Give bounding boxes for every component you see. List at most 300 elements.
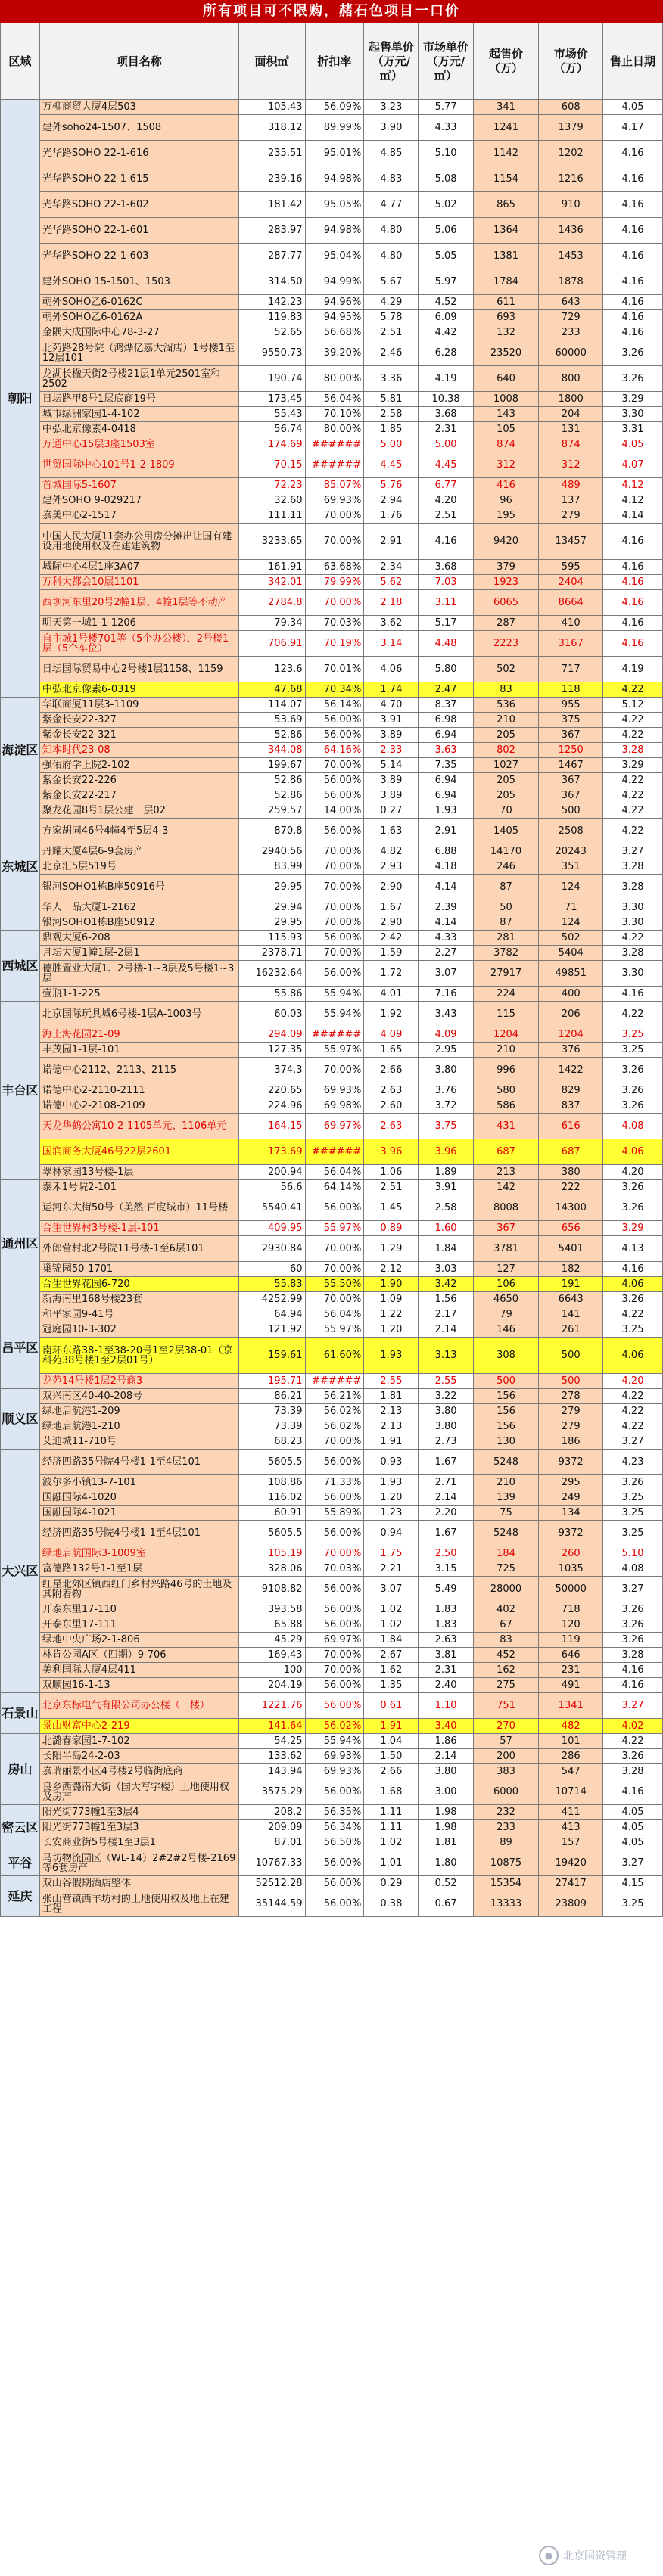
start-price-cell: 287	[473, 616, 539, 631]
table-row	[1, 1221, 663, 1236]
discount-cell: 94.96%	[305, 295, 364, 310]
project-name-cell: 北潞春家园1-7-102	[39, 1734, 238, 1749]
watermark-text: 北京国资管理	[563, 2550, 627, 2562]
project-name-cell: 天龙华鹤公寓10-2-1105单元、1106单元	[39, 1114, 238, 1139]
market-unit-price-cell: 6.94	[419, 728, 473, 743]
district-label: 平谷	[1, 1850, 40, 1876]
market-unit-price-cell: 1.67	[419, 1521, 473, 1546]
market-price-cell: 1250	[539, 743, 603, 758]
area-cell: 55.86	[238, 987, 305, 1002]
market-price-cell: 1341	[539, 1693, 603, 1719]
table-row	[1, 1876, 663, 1891]
market-unit-price-cell: 6.09	[419, 310, 473, 325]
discount-cell: 56.09%	[305, 100, 364, 115]
project-name-cell: 紫金长安22-217	[39, 788, 238, 803]
market-price-cell: 717	[539, 657, 603, 682]
market-unit-price-cell: 5.05	[419, 244, 473, 269]
area-cell: 143.94	[238, 1764, 305, 1779]
market-unit-price-cell: 7.35	[419, 758, 473, 773]
market-unit-price-cell: 3.22	[419, 1389, 473, 1404]
deadline-cell: 4.22	[603, 1734, 663, 1749]
unit-price-cell: 1.63	[364, 819, 419, 844]
discount-cell: 56.21%	[305, 1389, 364, 1404]
table-row	[1, 1561, 663, 1577]
table-row	[1, 218, 663, 244]
deadline-cell: 4.16	[603, 166, 663, 192]
market-price-cell: 1035	[539, 1561, 603, 1577]
market-unit-price-cell: 3.13	[419, 1338, 473, 1374]
unit-price-cell: 4.82	[364, 844, 419, 859]
table-row	[1, 1419, 663, 1434]
area-cell: 259.57	[238, 803, 305, 819]
discount-cell: 70.00%	[305, 1292, 364, 1307]
table-row	[1, 875, 663, 900]
market-price-cell: 23809	[539, 1891, 603, 1917]
discount-cell: 69.98%	[305, 1098, 364, 1114]
market-unit-price-cell: 2.17	[419, 1307, 473, 1322]
start-price-cell: 611	[473, 295, 539, 310]
discount-cell: 95.05%	[305, 192, 364, 218]
table-row	[1, 1292, 663, 1307]
deadline-cell: 3.26	[603, 1083, 663, 1098]
start-price-cell: 693	[473, 310, 539, 325]
start-price-cell: 1241	[473, 115, 539, 141]
market-price-cell: 955	[539, 698, 603, 713]
start-price-cell: 205	[473, 773, 539, 788]
discount-cell: 70.00%	[305, 1058, 364, 1083]
header-market-price: 市场价（万）	[539, 23, 603, 100]
table-row	[1, 915, 663, 931]
discount-cell: 56.00%	[305, 961, 364, 987]
discount-cell: 70.34%	[305, 682, 364, 698]
start-price-cell: 5248	[473, 1450, 539, 1475]
district-label: 延庆	[1, 1876, 40, 1917]
area-cell: 344.08	[238, 743, 305, 758]
market-unit-price-cell: 2.47	[419, 682, 473, 698]
table-row	[1, 1663, 663, 1678]
market-price-cell: 9372	[539, 1521, 603, 1546]
discount-cell: 55.94%	[305, 1002, 364, 1027]
table-row	[1, 698, 663, 713]
project-name-cell: 林肯公园A区（四期）9-706	[39, 1648, 238, 1663]
market-price-cell: 204	[539, 407, 603, 422]
unit-price-cell: 4.29	[364, 295, 419, 310]
unit-price-cell: 4.01	[364, 987, 419, 1002]
unit-price-cell: 2.90	[364, 915, 419, 931]
market-price-cell: 124	[539, 875, 603, 900]
deadline-cell: 3.26	[603, 1058, 663, 1083]
discount-cell: 95.01%	[305, 141, 364, 166]
unit-price-cell: 0.29	[364, 1876, 419, 1891]
unit-price-cell: 0.93	[364, 1450, 419, 1475]
discount-cell: 56.14%	[305, 698, 364, 713]
project-name-cell: 马坊物流园区（WL-14）2#2#2号楼-2169等6套房产	[39, 1850, 238, 1876]
start-price-cell: 874	[473, 437, 539, 452]
area-cell: 5605.5	[238, 1450, 305, 1475]
market-price-cell: 1216	[539, 166, 603, 192]
market-unit-price-cell: 3.96	[419, 1139, 473, 1165]
area-cell: 86.21	[238, 1389, 305, 1404]
market-price-cell: 1202	[539, 141, 603, 166]
area-cell: 161.91	[238, 560, 305, 575]
table-row	[1, 575, 663, 590]
table-row	[1, 657, 663, 682]
start-price-cell: 580	[473, 1083, 539, 1098]
start-price-cell: 210	[473, 1043, 539, 1058]
table-row	[1, 1043, 663, 1058]
market-price-cell: 643	[539, 295, 603, 310]
deadline-cell: 3.28	[603, 946, 663, 961]
project-name-cell: 长阳半岛24-2-03	[39, 1749, 238, 1764]
deadline-cell: 4.16	[603, 1663, 663, 1678]
market-unit-price-cell: 6.28	[419, 340, 473, 366]
start-price-cell: 210	[473, 1475, 539, 1490]
table-row	[1, 590, 663, 616]
project-name-cell: 银河SOHO1栋B座50912	[39, 915, 238, 931]
market-unit-price-cell: 1.81	[419, 1835, 473, 1850]
discount-cell: 70.00%	[305, 1648, 364, 1663]
area-cell: 54.25	[238, 1734, 305, 1749]
start-price-cell: 224	[473, 987, 539, 1002]
area-cell: 174.69	[238, 437, 305, 452]
market-unit-price-cell: 1.93	[419, 803, 473, 819]
area-cell: 121.92	[238, 1322, 305, 1338]
deadline-cell: 3.31	[603, 422, 663, 437]
table-row	[1, 392, 663, 407]
discount-cell: 70.00%	[305, 758, 364, 773]
table-row	[1, 758, 663, 773]
header-district: 区域	[1, 23, 40, 100]
unit-price-cell: 1.84	[364, 1633, 419, 1648]
unit-price-cell: 3.07	[364, 1577, 419, 1602]
market-unit-price-cell: 6.77	[419, 478, 473, 493]
market-price-cell: 380	[539, 1165, 603, 1180]
deadline-cell: 3.30	[603, 961, 663, 987]
discount-cell: 56.00%	[305, 773, 364, 788]
area-cell: 239.16	[238, 166, 305, 192]
table-row	[1, 1180, 663, 1195]
start-price-cell: 270	[473, 1719, 539, 1734]
market-price-cell: 482	[539, 1719, 603, 1734]
project-name-cell: 开泰东里17-110	[39, 1602, 238, 1617]
market-price-cell: 5404	[539, 946, 603, 961]
project-name-cell: 紫金长安22-327	[39, 713, 238, 728]
project-name-cell: 方家胡同46号4幢4至5层4-3	[39, 819, 238, 844]
deadline-cell: 4.16	[603, 310, 663, 325]
start-price-cell: 96	[473, 493, 539, 508]
header-market-unit-price: 市场单价（万元/㎡）	[419, 23, 473, 100]
deadline-cell: 4.05	[603, 100, 663, 115]
discount-cell: 70.03%	[305, 616, 364, 631]
unit-price-cell: 3.96	[364, 1139, 419, 1165]
area-cell: 52.86	[238, 788, 305, 803]
unit-price-cell: 4.83	[364, 166, 419, 192]
area-cell: 199.67	[238, 758, 305, 773]
table-row	[1, 713, 663, 728]
area-cell: 164.15	[238, 1114, 305, 1139]
market-unit-price-cell: 2.39	[419, 900, 473, 915]
discount-cell: 79.99%	[305, 575, 364, 590]
table-row	[1, 1521, 663, 1546]
deadline-cell: 4.16	[603, 1779, 663, 1805]
area-cell: 55.83	[238, 1277, 305, 1292]
start-price-cell: 156	[473, 1404, 539, 1419]
market-price-cell: 656	[539, 1221, 603, 1236]
start-price-cell: 156	[473, 1389, 539, 1404]
project-name-cell: 光华路SOHO 22-1-616	[39, 141, 238, 166]
deadline-cell: 4.22	[603, 713, 663, 728]
table-row	[1, 987, 663, 1002]
area-cell: 53.69	[238, 713, 305, 728]
header-discount: 折扣率	[305, 23, 364, 100]
project-name-cell: 紫金长安22-226	[39, 773, 238, 788]
table-row	[1, 1475, 663, 1490]
market-unit-price-cell: 4.33	[419, 115, 473, 141]
deadline-cell: 4.05	[603, 1820, 663, 1835]
market-unit-price-cell: 2.50	[419, 1546, 473, 1561]
area-cell: 29.95	[238, 875, 305, 900]
discount-cell: 56.00%	[305, 1693, 364, 1719]
project-name-cell: 日坛国际贸易中心2号楼1层1158、1159	[39, 657, 238, 682]
market-unit-price-cell: 3.63	[419, 743, 473, 758]
project-name-cell: 和平家园9-41号	[39, 1307, 238, 1322]
start-price-cell: 3782	[473, 946, 539, 961]
table-row	[1, 1749, 663, 1764]
discount-cell: 55.50%	[305, 1277, 364, 1292]
unit-price-cell: 2.12	[364, 1262, 419, 1277]
project-name-cell: 长安商业街5号楼1至3层1	[39, 1835, 238, 1850]
area-cell: 283.97	[238, 218, 305, 244]
discount-cell: 56.00%	[305, 1521, 364, 1546]
start-price-cell: 13333	[473, 1891, 539, 1917]
table-row	[1, 493, 663, 508]
area-cell: 114.07	[238, 698, 305, 713]
area-cell: 87.01	[238, 1835, 305, 1850]
table-row	[1, 1262, 663, 1277]
market-unit-price-cell: 4.52	[419, 295, 473, 310]
area-cell: 342.01	[238, 575, 305, 590]
project-name-cell: 日坛路甲8号1层底商19号	[39, 392, 238, 407]
area-cell: 870.8	[238, 819, 305, 844]
project-name-cell: 中弘北京像素4-0418	[39, 422, 238, 437]
project-name-cell: 世贸国际中心101号1-2-1809	[39, 452, 238, 478]
unit-price-cell: 3.90	[364, 115, 419, 141]
start-price-cell: 156	[473, 1419, 539, 1434]
unit-price-cell: 5.00	[364, 437, 419, 452]
start-price-cell: 213	[473, 1165, 539, 1180]
unit-price-cell: 1.01	[364, 1850, 419, 1876]
unit-price-cell: 1.68	[364, 1779, 419, 1805]
unit-price-cell: 5.78	[364, 310, 419, 325]
deadline-cell: 4.07	[603, 452, 663, 478]
market-unit-price-cell: 3.91	[419, 1180, 473, 1195]
area-cell: 52.65	[238, 325, 305, 340]
start-price-cell: 1784	[473, 269, 539, 295]
discount-cell: 56.00%	[305, 728, 364, 743]
unit-price-cell: 4.77	[364, 192, 419, 218]
start-price-cell: 23520	[473, 340, 539, 366]
discount-cell: 70.00%	[305, 1434, 364, 1450]
start-price-cell: 3781	[473, 1236, 539, 1262]
table-row	[1, 682, 663, 698]
start-price-cell: 132	[473, 325, 539, 340]
table-row	[1, 961, 663, 987]
start-price-cell: 865	[473, 192, 539, 218]
market-price-cell: 231	[539, 1663, 603, 1678]
market-unit-price-cell: 1.84	[419, 1236, 473, 1262]
unit-price-cell: 3.14	[364, 631, 419, 657]
table-row	[1, 166, 663, 192]
start-price-cell: 1405	[473, 819, 539, 844]
project-name-cell: 双顺园16-1-13	[39, 1678, 238, 1693]
market-unit-price-cell: 6.94	[419, 788, 473, 803]
start-price-cell: 402	[473, 1602, 539, 1617]
district-label: 海淀区	[1, 698, 40, 803]
unit-price-cell: 1.75	[364, 1546, 419, 1561]
unit-price-cell: 3.89	[364, 728, 419, 743]
deadline-cell: 3.30	[603, 900, 663, 915]
discount-cell: 69.93%	[305, 1083, 364, 1098]
deadline-cell: 3.26	[603, 1195, 663, 1221]
market-unit-price-cell: 4.14	[419, 915, 473, 931]
start-price-cell: 142	[473, 1180, 539, 1195]
area-cell: 29.94	[238, 900, 305, 915]
table-row	[1, 1764, 663, 1779]
table-row	[1, 859, 663, 875]
project-name-cell: 中国人民大厦11套办公用房分摊出让国有建设用地使用权及在建建筑物	[39, 524, 238, 560]
table-row	[1, 844, 663, 859]
project-name-cell: 泰禾1号院2-101	[39, 1180, 238, 1195]
market-unit-price-cell: 1.10	[419, 1693, 473, 1719]
market-unit-price-cell: 3.40	[419, 1719, 473, 1734]
deadline-cell: 4.20	[603, 1165, 663, 1180]
market-price-cell: 616	[539, 1114, 603, 1139]
project-name-cell: 壹瓶1-1-225	[39, 987, 238, 1002]
market-unit-price-cell: 3.11	[419, 590, 473, 616]
market-price-cell: 1436	[539, 218, 603, 244]
market-unit-price-cell: 10.38	[419, 392, 473, 407]
start-price-cell: 83	[473, 1633, 539, 1648]
deadline-cell: 3.26	[603, 1749, 663, 1764]
discount-cell: 14.00%	[305, 803, 364, 819]
project-name-cell: 运河东大街50号（美然·百度城市）11号楼	[39, 1195, 238, 1221]
project-name-cell: 朝外SOHO乙6-0162C	[39, 295, 238, 310]
deadline-cell: 3.25	[603, 1891, 663, 1917]
project-name-cell: 艾迪城11-710号	[39, 1434, 238, 1450]
discount-cell: 85.07%	[305, 478, 364, 493]
market-unit-price-cell: 1.83	[419, 1602, 473, 1617]
discount-cell: 61.60%	[305, 1338, 364, 1374]
market-price-cell: 500	[539, 1338, 603, 1374]
table-row	[1, 1617, 663, 1633]
area-cell: 9108.82	[238, 1577, 305, 1602]
project-name-cell: 明天第一城1-1-1206	[39, 616, 238, 631]
start-price-cell: 500	[473, 1374, 539, 1389]
discount-cell: 70.00%	[305, 1663, 364, 1678]
market-price-cell: 14300	[539, 1195, 603, 1221]
deadline-cell: 3.26	[603, 340, 663, 366]
market-price-cell: 27417	[539, 1876, 603, 1891]
market-unit-price-cell: 5.77	[419, 100, 473, 115]
deadline-cell: 4.16	[603, 192, 663, 218]
unit-price-cell: 1.04	[364, 1734, 419, 1749]
deadline-cell: 4.22	[603, 803, 663, 819]
unit-price-cell: 2.21	[364, 1561, 419, 1577]
district-label: 丰台区	[1, 1002, 40, 1180]
project-name-cell: 德胜置业大厦1、2号楼-1~3层及5号楼1~3层	[39, 961, 238, 987]
deadline-cell: 4.02	[603, 1719, 663, 1734]
start-price-cell: 87	[473, 915, 539, 931]
table-row	[1, 1307, 663, 1322]
area-cell: 116.02	[238, 1490, 305, 1506]
market-unit-price-cell: 1.89	[419, 1165, 473, 1180]
table-row	[1, 192, 663, 218]
market-unit-price-cell: 6.98	[419, 713, 473, 728]
table-row	[1, 1678, 663, 1693]
discount-cell: 69.93%	[305, 1749, 364, 1764]
project-name-cell: 巢锦园50-1701	[39, 1262, 238, 1277]
deadline-cell: 4.14	[603, 508, 663, 524]
district-label: 西城区	[1, 931, 40, 1002]
area-cell: 142.23	[238, 295, 305, 310]
market-price-cell: 829	[539, 1083, 603, 1098]
table-row	[1, 325, 663, 340]
area-cell: 3233.65	[238, 524, 305, 560]
table-row	[1, 1434, 663, 1450]
project-name-cell: 中弘北京像素6-0319	[39, 682, 238, 698]
unit-price-cell: 1.06	[364, 1165, 419, 1180]
deadline-cell: 3.26	[603, 1180, 663, 1195]
deadline-cell: 4.16	[603, 269, 663, 295]
deadline-cell: 4.23	[603, 1450, 663, 1475]
deadline-cell: 3.29	[603, 392, 663, 407]
market-price-cell: 410	[539, 616, 603, 631]
market-price-cell: 249	[539, 1490, 603, 1506]
market-unit-price-cell: 4.45	[419, 452, 473, 478]
market-price-cell: 157	[539, 1835, 603, 1850]
unit-price-cell: 3.91	[364, 713, 419, 728]
project-name-cell: 绿地启航国际3-1009室	[39, 1546, 238, 1561]
area-cell: 224.96	[238, 1098, 305, 1114]
market-price-cell: 71	[539, 900, 603, 915]
wechat-icon: ●	[539, 2546, 559, 2565]
unit-price-cell: 3.36	[364, 366, 419, 392]
discount-cell: 56.00%	[305, 1779, 364, 1805]
market-price-cell: 13457	[539, 524, 603, 560]
market-price-cell: 837	[539, 1098, 603, 1114]
area-cell: 52.86	[238, 773, 305, 788]
unit-price-cell: 0.27	[364, 803, 419, 819]
table-row	[1, 1098, 663, 1114]
project-name-cell: 诺德中心2-2108-2109	[39, 1098, 238, 1114]
area-cell: 111.11	[238, 508, 305, 524]
discount-cell: 56.04%	[305, 1165, 364, 1180]
unit-price-cell: 4.06	[364, 657, 419, 682]
area-cell: 2930.84	[238, 1236, 305, 1262]
deadline-cell: 3.26	[603, 1098, 663, 1114]
unit-price-cell: 5.76	[364, 478, 419, 493]
header-deadline: 售止日期	[603, 23, 663, 100]
deadline-cell: 3.27	[603, 1693, 663, 1719]
unit-price-cell: 5.62	[364, 575, 419, 590]
discount-cell: 56.00%	[305, 1876, 364, 1891]
discount-cell: 69.97%	[305, 1114, 364, 1139]
unit-price-cell: 2.51	[364, 1180, 419, 1195]
market-price-cell: 1878	[539, 269, 603, 295]
project-name-cell: 双兴南区40-40-208号	[39, 1389, 238, 1404]
project-name-cell: 波尔多小镇13-7-101	[39, 1475, 238, 1490]
start-price-cell: 687	[473, 1139, 539, 1165]
